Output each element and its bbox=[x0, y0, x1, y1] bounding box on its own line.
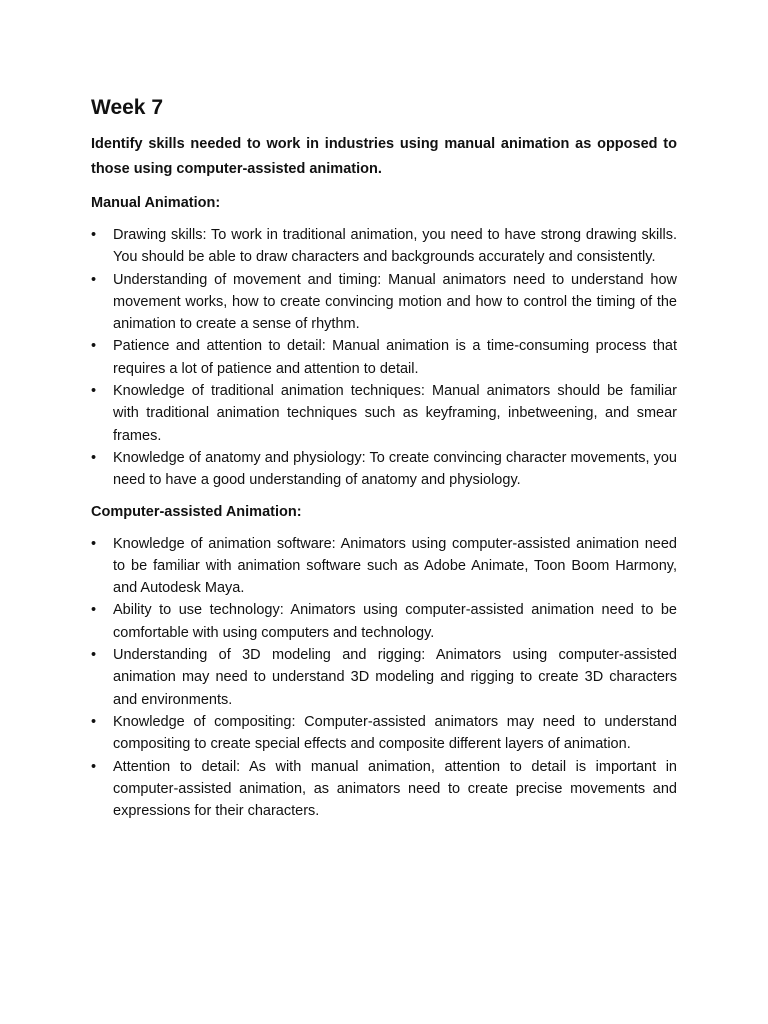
list-item-text: Understanding of 3D modeling and rigging: Animators using computer-assisted animation may need to understand 3D modeling and rigging to create 3D characters and environments. bbox=[113, 647, 677, 708]
list-item bbox=[91, 711, 677, 756]
bullet-icon: • bbox=[91, 383, 97, 400]
list-item bbox=[91, 599, 677, 644]
computer-assisted-skills-list bbox=[91, 533, 677, 823]
list-item bbox=[91, 447, 677, 492]
section-heading-manual-animation: Manual Animation: bbox=[91, 195, 221, 211]
list-item-text: Attention to detail: As with manual animation, attention to detail is important in computer-assisted animation, as animators need to create precise movements and expressions for their characters. bbox=[113, 758, 677, 820]
list-item-text: Knowledge of traditional animation techniques: Manual animators should be familiar with traditional animation techniques such as keyframing, inbetweening, and smear frames. bbox=[113, 383, 677, 444]
bullet-icon: • bbox=[91, 758, 97, 775]
manual-animation-skills-list bbox=[91, 224, 677, 492]
section-computer-assisted-animation bbox=[91, 501, 677, 823]
document-content bbox=[91, 94, 677, 831]
page-title: Week 7 bbox=[91, 96, 163, 119]
list-item bbox=[91, 644, 677, 711]
bullet-icon: • bbox=[91, 602, 97, 619]
list-item-text: Knowledge of compositing: Computer-assisted animators may need to understand compositing to create special effects and composite different layers of animation. bbox=[113, 713, 677, 753]
list-item-text: Knowledge of animation software: Animators using computer-assisted animation need to be familiar with animation software such as Adobe Animate, Toon Boom Harmony, and Autodesk Maya. bbox=[113, 535, 677, 597]
list-item bbox=[91, 756, 677, 823]
section-heading-computer-assisted-animation: Computer-assisted Animation: bbox=[91, 503, 302, 520]
list-item bbox=[91, 533, 677, 600]
list-item bbox=[91, 380, 677, 447]
list-item bbox=[91, 224, 677, 269]
section-manual-animation bbox=[91, 192, 677, 492]
list-item-text: Drawing skills: To work in traditional animation, you need to have strong drawing skills. You should be able to draw characters and backgrounds accurately and consistently. bbox=[113, 227, 677, 266]
bullet-icon: • bbox=[91, 271, 97, 288]
bullet-icon: • bbox=[91, 227, 97, 243]
list-item bbox=[91, 335, 677, 380]
list-item-text: Patience and attention to detail: Manual animation is a time-consuming process that requires a lot of patience and attention to detail. bbox=[113, 338, 677, 377]
bullet-icon: • bbox=[91, 449, 97, 466]
bullet-icon: • bbox=[91, 713, 97, 730]
assignment-question: Identify skills needed to work in industries using manual animation as opposed to those using computer-assisted animation. bbox=[91, 136, 677, 177]
list-item bbox=[91, 269, 677, 336]
bullet-icon: • bbox=[91, 535, 97, 552]
list-item-text: Understanding of movement and timing: Manual animators need to understand how movement works, how to create convincing motion and how to control the timing of the animation to create a sense of rhythm. bbox=[113, 271, 677, 333]
list-item-text: Knowledge of anatomy and physiology: To create convincing character movements, you need to have a good understanding of anatomy and physiology. bbox=[113, 449, 677, 489]
bullet-icon: • bbox=[91, 338, 97, 355]
bullet-icon: • bbox=[91, 647, 97, 664]
list-item-text: Ability to use technology: Animators using computer-assisted animation need to be comfortable with using computers and technology. bbox=[113, 602, 677, 641]
